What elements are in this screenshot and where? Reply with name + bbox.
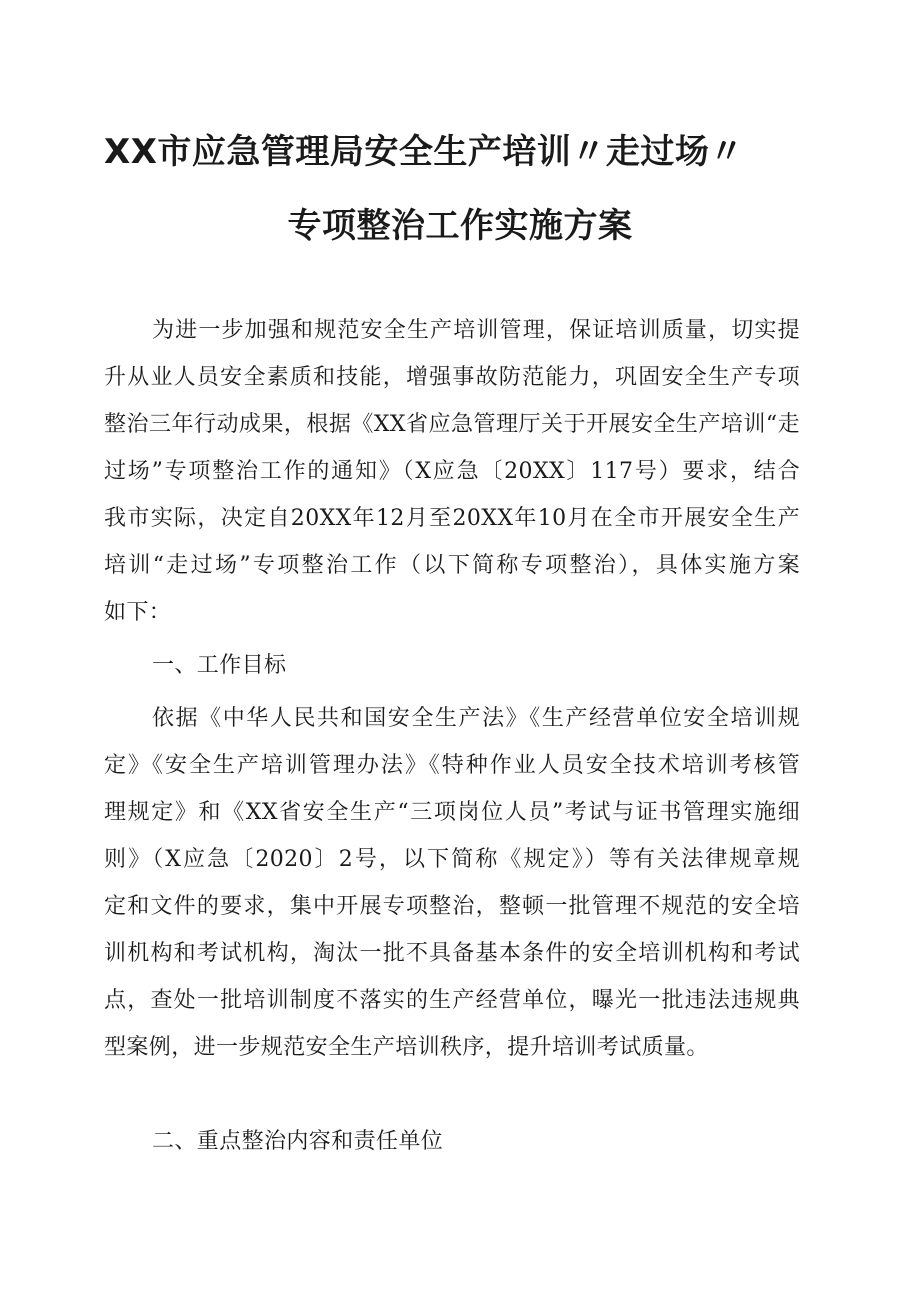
section-1-paragraph-line: 训机构和考试机构，淘汰一批不具备基本条件的安全培训机构和考试 [104, 941, 800, 966]
section-1-paragraph-line: 依据《中华人民共和国安全生产法》《生产经营单位安全培训规 [152, 706, 800, 731]
intro-paragraph-line: 如下： [104, 600, 172, 625]
intro-paragraph-line: 培训“走过场”专项整治工作（以下简称专项整治），具体实施方案 [104, 553, 800, 578]
section-1-paragraph-line: 定和文件的要求，集中开展专项整治，整顿一批管理不规范的安全培 [104, 894, 800, 919]
intro-paragraph-line: 我市实际，决定自20XX年12月至20XX年10月在全市开展安全生产 [104, 506, 800, 531]
intro-paragraph-line: 过场”专项整治工作的通知》（X应急〔20XX〕117号）要求，结合 [104, 459, 800, 484]
intro-paragraph-line: 升从业人员安全素质和技能，增强事故防范能力，巩固安全生产专项 [104, 365, 800, 390]
section-1-paragraph-line: 则》（X应急〔2020〕2号，以下简称《规定》）等有关法律规章规 [104, 847, 800, 872]
intro-paragraph-line: 为进一步加强和规范安全生产培训管理，保证培训质量，切实提 [152, 318, 800, 343]
section-1-paragraph-line: 点，查处一批培训制度不落实的生产经营单位，曝光一批违法违规典 [104, 988, 800, 1013]
document-title-line-2: 专项整治工作实施方案 [287, 206, 633, 246]
section-1-paragraph-line: 型案例，进一步规范安全生产培训秩序，提升培训考试质量。 [104, 1035, 709, 1060]
intro-paragraph-line: 整治三年行动成果，根据《XX省应急管理厅关于开展安全生产培训“走 [104, 412, 800, 437]
section-1-paragraph-line: 定》《安全生产培训管理办法》《特种作业人员安全技术培训考核管 [104, 753, 800, 778]
section-2-heading: 二、重点整治内容和责任单位 [152, 1129, 444, 1154]
document-title-line-1: XX市应急管理局安全生产培训〃走过场〃 [104, 132, 744, 172]
section-1-paragraph-line: 理规定》和《XX省安全生产“三项岗位人员”考试与证书管理实施细 [104, 800, 800, 825]
section-1-heading: 一、工作目标 [152, 653, 287, 678]
